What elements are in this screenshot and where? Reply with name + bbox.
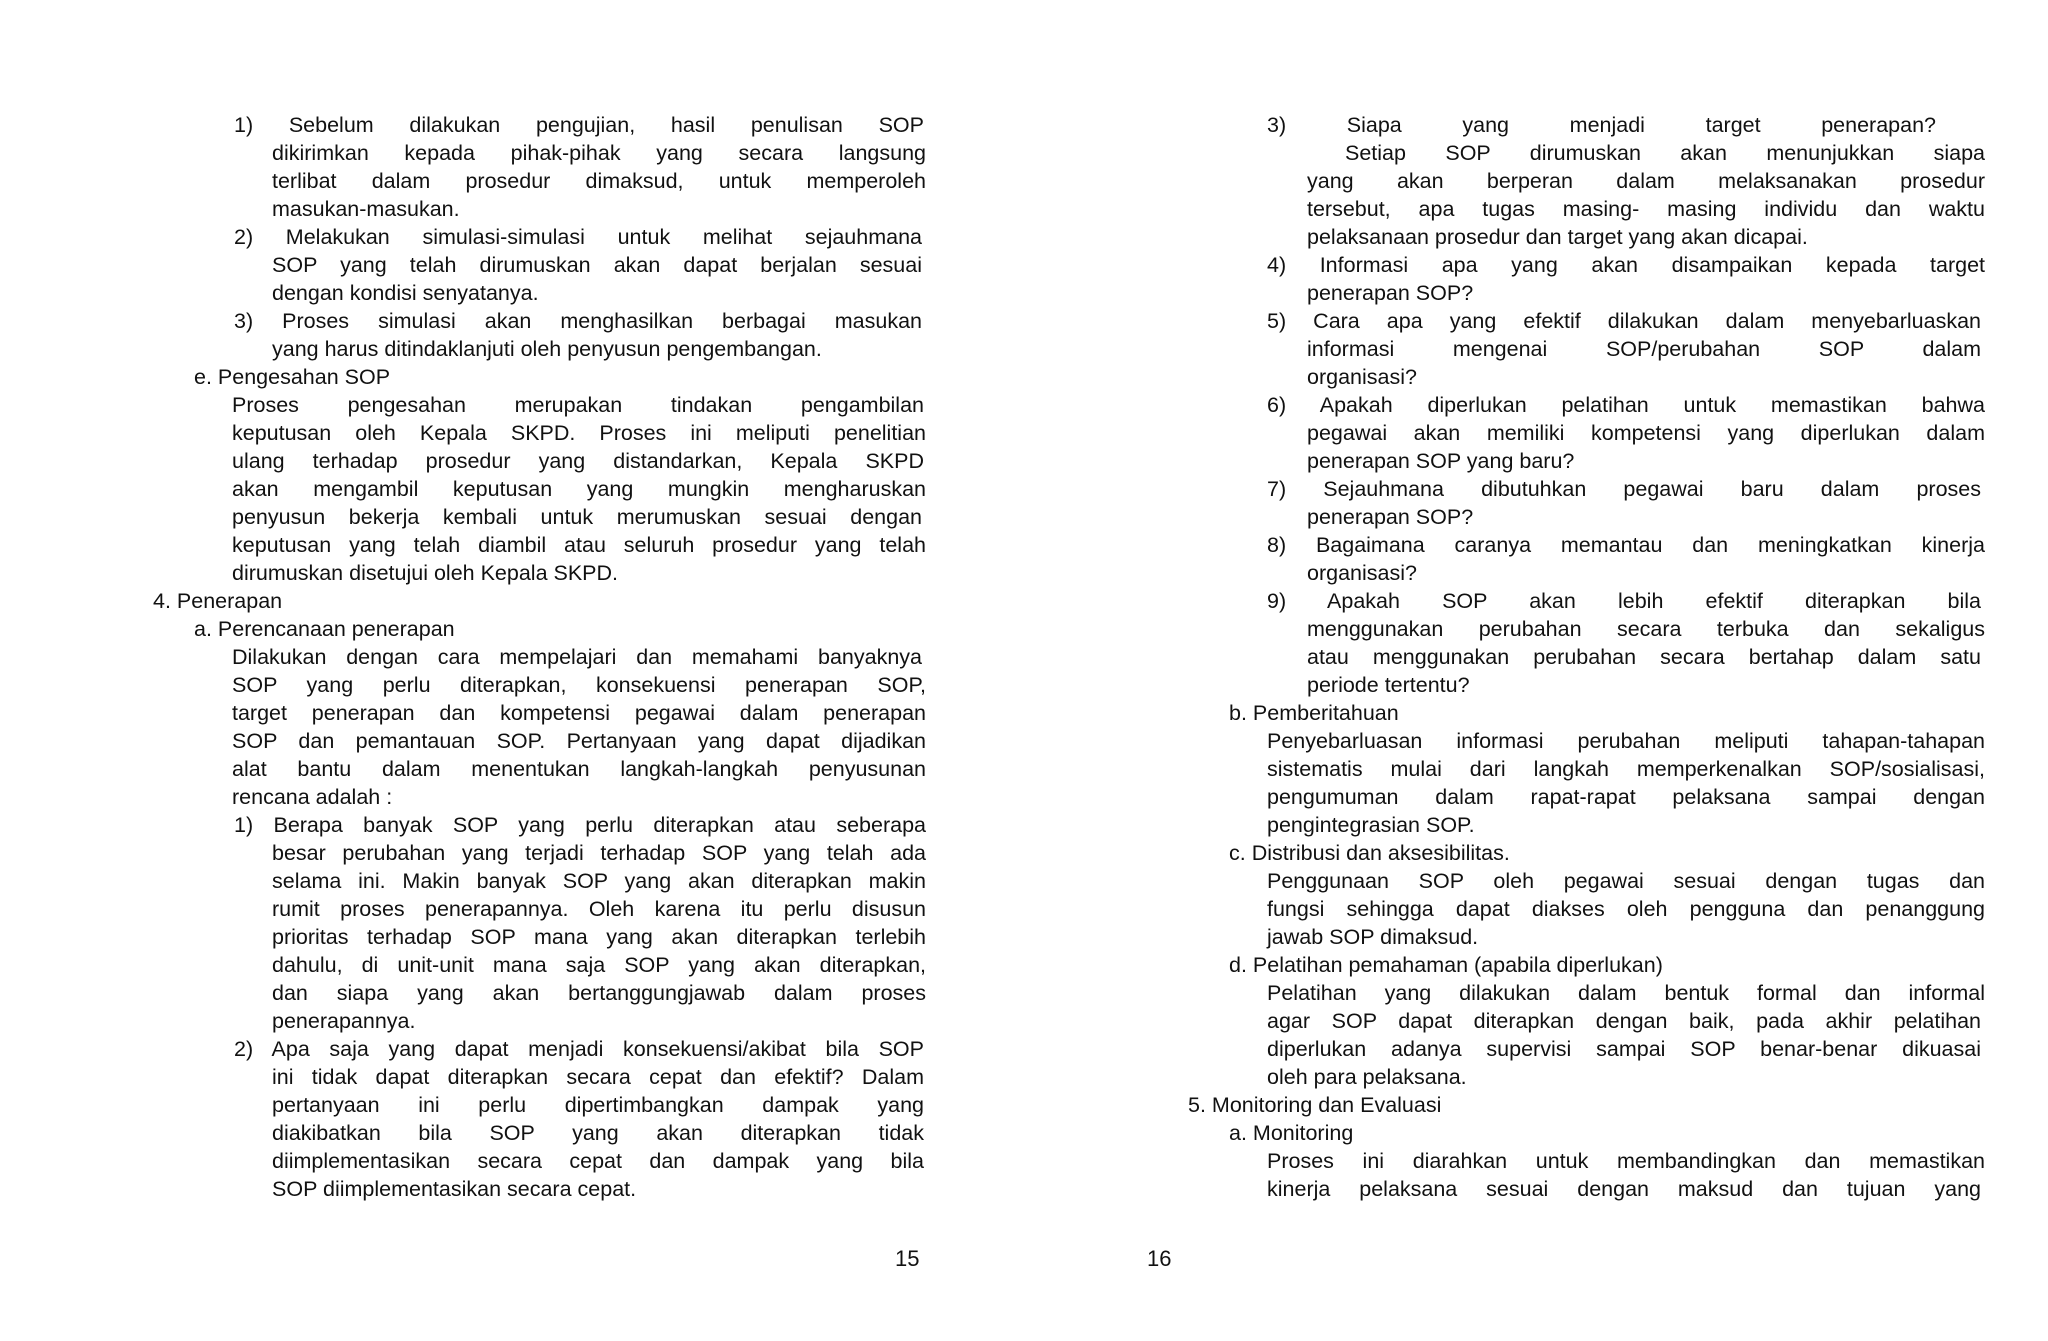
text-line: 9) Apakah SOP akan lebih efektif diterapkan bila (1267, 589, 1981, 613)
text-line: keputusan yang telah diambil atau seluruh prosedur yang telah (232, 533, 926, 557)
text-line: alat bantu dalam menentukan langkah-langkah penyusunan (232, 757, 926, 781)
text-line: prioritas terhadap SOP mana yang akan diterapkan terlebih (272, 925, 926, 949)
text-line: besar perubahan yang terjadi terhadap SOP yang telah ada (272, 841, 926, 865)
text-line: Penyebarluasan informasi perubahan meliputi tahapan-tahapan (1267, 729, 1985, 753)
text-line: organisasi? (1307, 365, 1417, 389)
text-line: keputusan oleh Kepala SKPD. Proses ini meliputi penelitian (232, 421, 926, 445)
text-line: target penerapan dan kompetensi pegawai dalam penerapan (232, 701, 926, 725)
text-line: ini tidak dapat diterapkan secara cepat dan efektif? Dalam (272, 1065, 924, 1089)
text-line: diakibatkan bila SOP yang akan diterapkan tidak (272, 1121, 924, 1145)
text-line: Dilakukan dengan cara mempelajari dan memahami banyaknya (232, 645, 922, 669)
text-line: ulang terhadap prosedur yang distandarkan, Kepala SKPD (232, 449, 924, 473)
text-line: penerapannya. (272, 1009, 416, 1033)
text-line: 4. Penerapan (153, 589, 283, 613)
text-line: 7) Sejauhmana dibutuhkan pegawai baru dalam proses (1267, 477, 1981, 501)
text-line: pengumuman dalam rapat-rapat pelaksana sampai dengan (1267, 785, 1985, 809)
text-line: dikirimkan kepada pihak-pihak yang secara langsung (272, 141, 926, 165)
text-line: tersebut, apa tugas masing- masing individu dan waktu (1307, 197, 1985, 221)
text-line: 4) Informasi apa yang akan disampaikan kepada target (1267, 253, 1985, 277)
text-line: 3) Siapa yang menjadi target penerapan? (1267, 113, 1936, 137)
page-number-right: 16 (1147, 1246, 1172, 1271)
text-line: SOP yang perlu diterapkan, konsekuensi penerapan SOP, (232, 673, 926, 697)
text-line: Proses ini diarahkan untuk membandingkan dan memastikan (1267, 1149, 1985, 1173)
text-line: yang harus ditindaklanjuti oleh penyusun pengembangan. (272, 337, 822, 361)
text-line: SOP dan pemantauan SOP. Pertanyaan yang dapat dijadikan (232, 729, 926, 753)
text-line: 5) Cara apa yang efektif dilakukan dalam menyebarluaskan (1267, 309, 1981, 333)
text-line: Proses pengesahan merupakan tindakan pengambilan (232, 393, 924, 417)
text-line: pelaksanaan prosedur dan target yang akan dicapai. (1307, 225, 1808, 249)
text-line: akan mengambil keputusan yang mungkin mengharuskan (232, 477, 926, 501)
text-line: 2) Melakukan simulasi-simulasi untuk melihat sejauhmana (234, 225, 922, 249)
text-line: 8) Bagaimana caranya memantau dan meningkatkan kinerja (1267, 533, 1985, 557)
text-line: SOP yang telah dirumuskan akan dapat berjalan sesuai (272, 253, 922, 277)
text-line: e. Pengesahan SOP (194, 365, 391, 389)
right-page (1024, 0, 2048, 1341)
text-line: sistematis mulai dari langkah memperkenalkan SOP/sosialisasi, (1267, 757, 1985, 781)
text-line: menggunakan perubahan secara terbuka dan sekaligus (1307, 617, 1985, 641)
text-line: penerapan SOP yang baru? (1307, 449, 1575, 473)
text-line: atau menggunakan perubahan secara bertahap dalam satu (1307, 645, 1981, 669)
text-line: 1) Berapa banyak SOP yang perlu diterapkan atau seberapa (234, 813, 926, 837)
text-line: 5. Monitoring dan Evaluasi (1188, 1093, 1442, 1117)
text-line: agar SOP dapat diterapkan dengan baik, pada akhir pelatihan (1267, 1009, 1981, 1033)
text-line: dan siapa yang akan bertanggungjawab dalam proses (272, 981, 926, 1005)
text-line: kinerja pelaksana sesuai dengan maksud dan tujuan yang (1267, 1177, 1981, 1201)
text-line: dahulu, di unit-unit mana saja SOP yang akan diterapkan, (272, 953, 926, 977)
text-line: periode tertentu? (1307, 673, 1470, 697)
text-line: Penggunaan SOP oleh pegawai sesuai dengan tugas dan (1267, 869, 1985, 893)
text-line: organisasi? (1307, 561, 1417, 585)
text-line: 6) Apakah diperlukan pelatihan untuk memastikan bahwa (1267, 393, 1985, 417)
text-line: selama ini. Makin banyak SOP yang akan diterapkan makin (272, 869, 926, 893)
text-line: Pelatihan yang dilakukan dalam bentuk formal dan informal (1267, 981, 1985, 1005)
text-line: pegawai akan memiliki kompetensi yang diperlukan dalam (1307, 421, 1985, 445)
text-line: dirumuskan disetujui oleh Kepala SKPD. (232, 561, 619, 585)
text-line: informasi mengenai SOP/perubahan SOP dalam (1307, 337, 1981, 361)
text-line: yang akan berperan dalam melaksanakan prosedur (1307, 169, 1985, 193)
text-line: oleh para pelaksana. (1267, 1065, 1467, 1089)
text-line: jawab SOP dimaksud. (1267, 925, 1479, 949)
page-number-left: 15 (895, 1246, 920, 1271)
text-line: 3) Proses simulasi akan menghasilkan berbagai masukan (234, 309, 922, 333)
text-line: pengintegrasian SOP. (1267, 813, 1475, 837)
text-line: masukan-masukan. (272, 197, 460, 221)
text-line: 2) Apa saja yang dapat menjadi konsekuensi/akibat bila SOP (234, 1037, 924, 1061)
text-line: SOP diimplementasikan secara cepat. (272, 1177, 637, 1201)
text-line: b. Pemberitahuan (1229, 701, 1399, 725)
text-line: fungsi sehingga dapat diakses oleh pengguna dan penanggung (1267, 897, 1985, 921)
text-line: rencana adalah : (232, 785, 393, 809)
text-line: diimplementasikan secara cepat dan dampak yang bila (272, 1149, 924, 1173)
text-line: terlibat dalam prosedur dimaksud, untuk memperoleh (272, 169, 926, 193)
text-line: diperlukan adanya supervisi sampai SOP benar-benar dikuasai (1267, 1037, 1981, 1061)
text-line: a. Monitoring (1229, 1121, 1354, 1145)
text-line: pertanyaan ini perlu dipertimbangkan dampak yang (272, 1093, 924, 1117)
text-line: a. Perencanaan penerapan (194, 617, 455, 641)
text-line: penyusun bekerja kembali untuk merumuskan sesuai dengan (232, 505, 922, 529)
text-line: penerapan SOP? (1307, 281, 1474, 305)
text-line: dengan kondisi senyatanya. (272, 281, 539, 305)
text-line: penerapan SOP? (1307, 505, 1474, 529)
text-line: c. Distribusi dan aksesibilitas. (1229, 841, 1510, 865)
text-line: rumit proses penerapannya. Oleh karena itu perlu disusun (272, 897, 926, 921)
text-line: Setiap SOP dirumuskan akan menunjukkan siapa (1345, 141, 1985, 165)
text-line: d. Pelatihan pemahaman (apabila diperlukan) (1229, 953, 1663, 977)
text-line: 1) Sebelum dilakukan pengujian, hasil penulisan SOP (234, 113, 924, 137)
